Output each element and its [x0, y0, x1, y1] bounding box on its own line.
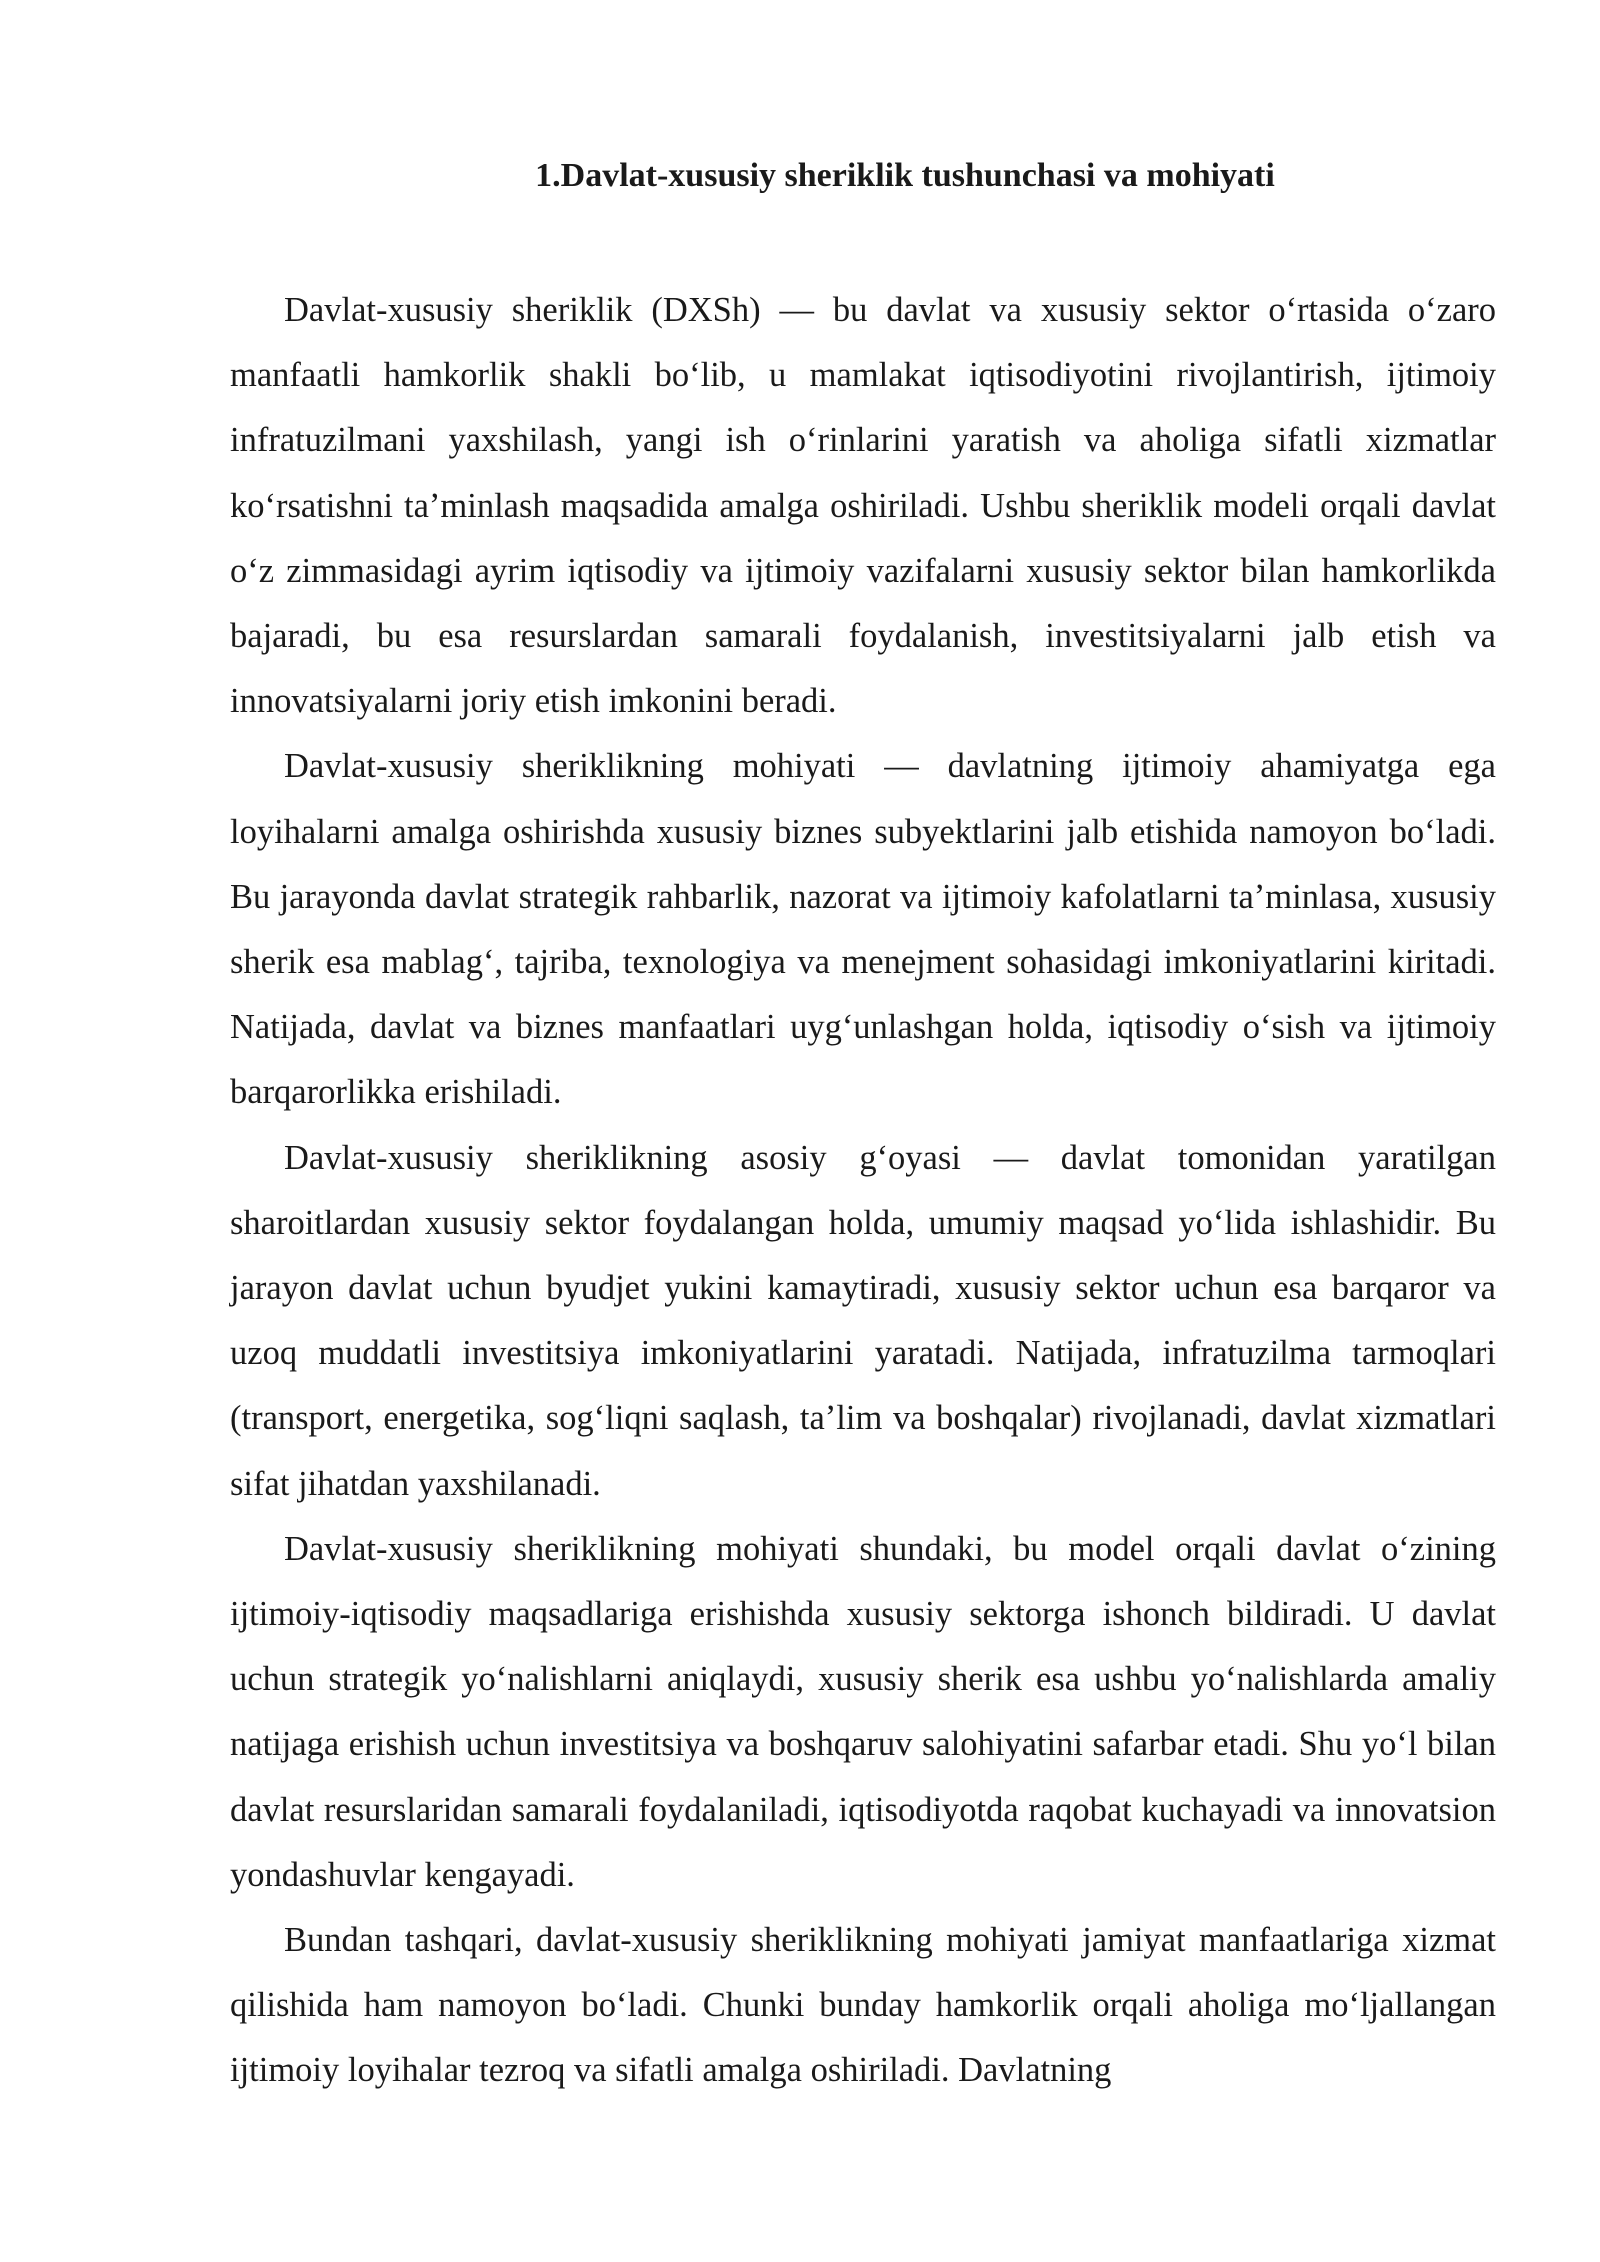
paragraph-2: Davlat-xususiy sheriklikning mohiyati — davlatning ijtimoiy ahamiyatga ega loyihalarni amalga oshirishda xususiy biznes subyektlarini jalb etishida namoyon boʻladi. Bu jarayonda davlat strategik rahbarlik, nazorat va ijtimoiy kafolatlarni taʼminlasa, xususiy sherik esa mablagʻ, tajriba, texnologiya va menejment sohasidagi imkoniyatlarini kiritadi. Natijada, davlat va biznes manfaatlari uygʻunlashgan holda, iqtisodiy oʻsish va ijtimoiy barqarorlikka erishiladi. — [230, 747, 1496, 1112]
paragraph-1: Davlat-xususiy sheriklik (DXSh) — bu davlat va xususiy sektor oʻrtasida oʻzaro manfaatli hamkorlik shakli boʻlib, u mamlakat iqtisodiyotini rivojlantirish, ijtimoiy infratuzilmani yaxshilash, yangi ish oʻrinlarini yaratish va aholiga sifatli xizmatlar koʻrsatishni taʼminlash maqsadida amalga oshiriladi. Ushbu sheriklik modeli orqali davlat oʻz zimmasidagi ayrim iqtisodiy va ijtimoiy vazifalarni xususiy sektor bilan hamkorlikda bajaradi, bu esa resurslardan samarali foydalanish, investitsiyalarni jalb etish va innovatsiyalarni joriy etish imkonini beradi. — [230, 291, 1496, 721]
paragraph-5: Bundan tashqari, davlat-xususiy sheriklikning mohiyati jamiyat manfaatlariga xizmat qilishida ham namoyon boʻladi. Chunki bunday hamkorlik orqali aholiga moʻljallangan ijtimoiy loyihalar tezroq va sifatli amalga oshiriladi. Davlatning — [230, 1921, 1496, 2090]
paragraph-4: Davlat-xususiy sheriklikning mohiyati shundaki, bu model orqali davlat oʻzining ijtimoiy-iqtisodiy maqsadlariga erishishda xususiy sektorga ishonch bildiradi. U davlat uchun strategik yoʻnalishlarni aniqlaydi, xususiy sherik esa ushbu yoʻnalishlarda amaliy natijaga erishish uchun investitsiya va boshqaruv salohiyatini safarbar etadi. Shu yoʻl bilan davlat resurslaridan samarali foydalaniladi, iqtisodiyotda raqobat kuchayadi va innovatsion yondashuvlar kengayadi. — [230, 1529, 1496, 1894]
document-body — [230, 278, 1496, 2104]
section-heading: 1.Davlat-xususiy sheriklik tushunchasi va mohiyati — [535, 157, 1275, 194]
paragraph-3: Davlat-xususiy sheriklikning asosiy gʻoyasi — davlat tomonidan yaratilgan sharoitlardan xususiy sektor foydalangan holda, umumiy maqsad yoʻlida ishlashidir. Bu jarayon davlat uchun byudjet yukini kamaytiradi, xususiy sektor uchun esa barqaror va uzoq muddatli investitsiya imkoniyatlarini yaratadi. Natijada, infratuzilma tarmoqlari (transport, energetika, sogʻliqni saqlash, taʼlim va boshqalar) rivojlanadi, davlat xizmatlari sifat jihatdan yaxshilanadi. — [230, 1138, 1496, 1503]
